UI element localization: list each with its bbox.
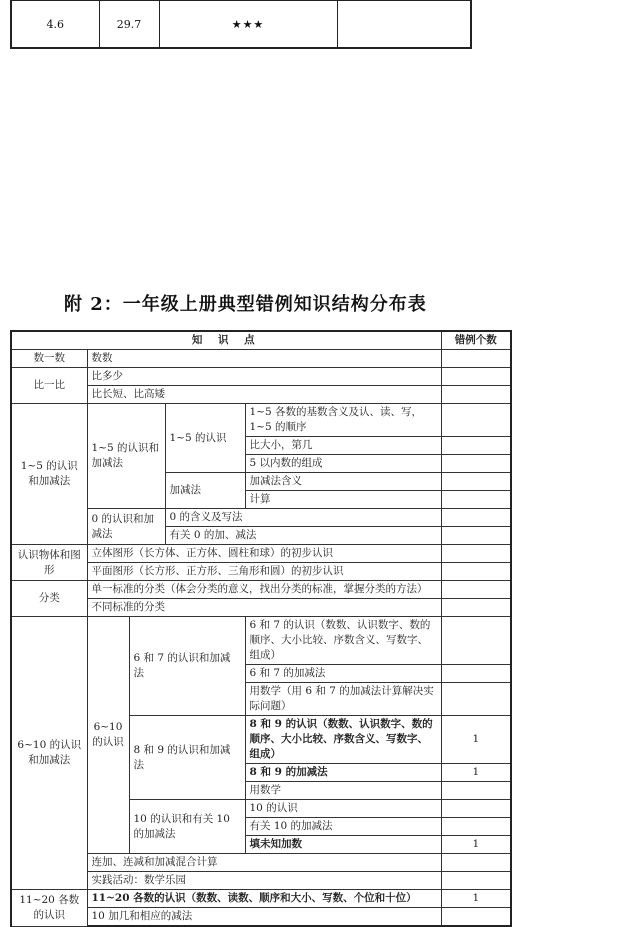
subcategory-cell: 1~5 的认识和加减法 — [87, 404, 165, 509]
subtopic-cell: 8 和 9 的认识和加减法 — [129, 716, 245, 800]
count-cell — [441, 800, 511, 818]
knowledge-cell: 6 和 7 的加减法 — [245, 665, 441, 683]
header-knowledge: 知 识 点 — [11, 331, 441, 350]
count-cell — [441, 872, 511, 890]
count-cell — [441, 665, 511, 683]
category-cell: 数一数 — [11, 350, 87, 368]
table-cell — [337, 1, 471, 49]
knowledge-cell: 6 和 7 的认识（数数、认识数字、数的顺序、大小比较、序数含义、写数字、组成） — [245, 617, 441, 665]
knowledge-cell: 比大小，第几 — [245, 437, 441, 455]
knowledge-cell: 8 和 9 的加减法 — [245, 764, 441, 782]
table-row — [11, 1, 471, 49]
knowledge-cell: 比长短、比高矮 — [87, 386, 441, 404]
count-cell: 1 — [441, 716, 511, 764]
count-cell — [441, 563, 511, 581]
knowledge-cell: 实践活动：数学乐园 — [87, 872, 441, 890]
knowledge-structure-table — [10, 330, 512, 927]
count-cell — [441, 368, 511, 386]
subcategory-cell: 0 的认识和加减法 — [87, 509, 165, 545]
knowledge-cell: 10 加几和相应的减法 — [87, 908, 441, 927]
header-error-count: 错例个数 — [441, 331, 511, 350]
table-cell: 4.6 — [11, 1, 99, 49]
knowledge-cell: 平面图形（长方形、正方形、三角形和圆）的初步认识 — [87, 563, 441, 581]
category-cell: 6~10 的认识和加减法 — [11, 617, 87, 890]
knowledge-cell: 有关 10 的加减法 — [245, 818, 441, 836]
count-cell — [441, 473, 511, 491]
knowledge-cell: 连加、连减和加减混合计算 — [87, 854, 441, 872]
count-cell — [441, 386, 511, 404]
knowledge-cell: 5 以内数的组成 — [245, 455, 441, 473]
knowledge-cell: 11~20 各数的认识（数数、读数、顺序和大小、写数、个位和十位） — [87, 890, 441, 908]
subtopic-cell: 10 的认识和有关 10 的加减法 — [129, 800, 245, 854]
count-cell — [441, 854, 511, 872]
count-cell — [441, 581, 511, 599]
table-header-row — [11, 331, 511, 350]
knowledge-cell: 数数 — [87, 350, 441, 368]
count-cell: 1 — [441, 890, 511, 908]
count-cell — [441, 599, 511, 617]
table-cell: 29.7 — [99, 1, 159, 49]
count-cell — [441, 350, 511, 368]
count-cell — [441, 455, 511, 473]
count-cell — [441, 491, 511, 509]
knowledge-cell: 单一标准的分类（体会分类的意义，找出分类的标准，掌握分类的方法） — [87, 581, 441, 599]
star-rating: ★★★ — [159, 1, 337, 49]
count-cell: 1 — [441, 764, 511, 782]
subcategory-cell: 6~10 的认识 — [87, 617, 129, 854]
count-cell: 1 — [441, 836, 511, 854]
table-row — [11, 545, 511, 563]
table-row — [11, 350, 511, 368]
count-cell — [441, 404, 511, 437]
table-row — [11, 617, 511, 665]
table-row — [11, 404, 511, 437]
knowledge-cell: 有关 0 的加、减法 — [165, 527, 441, 545]
subtopic-cell: 加减法 — [165, 473, 245, 509]
category-cell: 认识物体和图形 — [11, 545, 87, 581]
knowledge-cell: 用数学（用 6 和 7 的加减法计算解决实际问题） — [245, 683, 441, 716]
knowledge-cell: 立体图形（长方体、正方体、圆柱和球）的初步认识 — [87, 545, 441, 563]
knowledge-cell: 用数学 — [245, 782, 441, 800]
count-cell — [441, 908, 511, 927]
count-cell — [441, 683, 511, 716]
count-cell — [441, 437, 511, 455]
subtopic-cell: 1~5 的认识 — [165, 404, 245, 473]
count-cell — [441, 818, 511, 836]
category-cell: 分类 — [11, 581, 87, 617]
knowledge-cell: 1~5 各数的基数含义及认、读、写，1~5 的顺序 — [245, 404, 441, 437]
count-cell — [441, 617, 511, 665]
previous-table-fragment — [10, 0, 472, 49]
table-row — [11, 581, 511, 599]
count-cell — [441, 545, 511, 563]
count-cell — [441, 782, 511, 800]
count-cell — [441, 527, 511, 545]
category-cell: 比一比 — [11, 368, 87, 404]
knowledge-cell: 计算 — [245, 491, 441, 509]
count-cell — [441, 509, 511, 527]
knowledge-cell: 不同标准的分类 — [87, 599, 441, 617]
table-row — [11, 368, 511, 386]
category-cell: 11~20 各数的认识 — [11, 890, 87, 927]
knowledge-cell: 加减法含义 — [245, 473, 441, 491]
knowledge-cell: 填未知加数 — [245, 836, 441, 854]
category-cell: 1~5 的认识和加减法 — [11, 404, 87, 545]
section-heading: 附 2：一年级上册典型错例知识结构分布表 — [64, 294, 427, 315]
knowledge-cell: 比多少 — [87, 368, 441, 386]
knowledge-cell: 0 的含义及写法 — [165, 509, 441, 527]
knowledge-cell: 8 和 9 的认识（数数、认识数字、数的顺序、大小比较、序数含义、写数字、组成） — [245, 716, 441, 764]
knowledge-cell: 10 的认识 — [245, 800, 441, 818]
subtopic-cell: 6 和 7 的认识和加减法 — [129, 617, 245, 716]
